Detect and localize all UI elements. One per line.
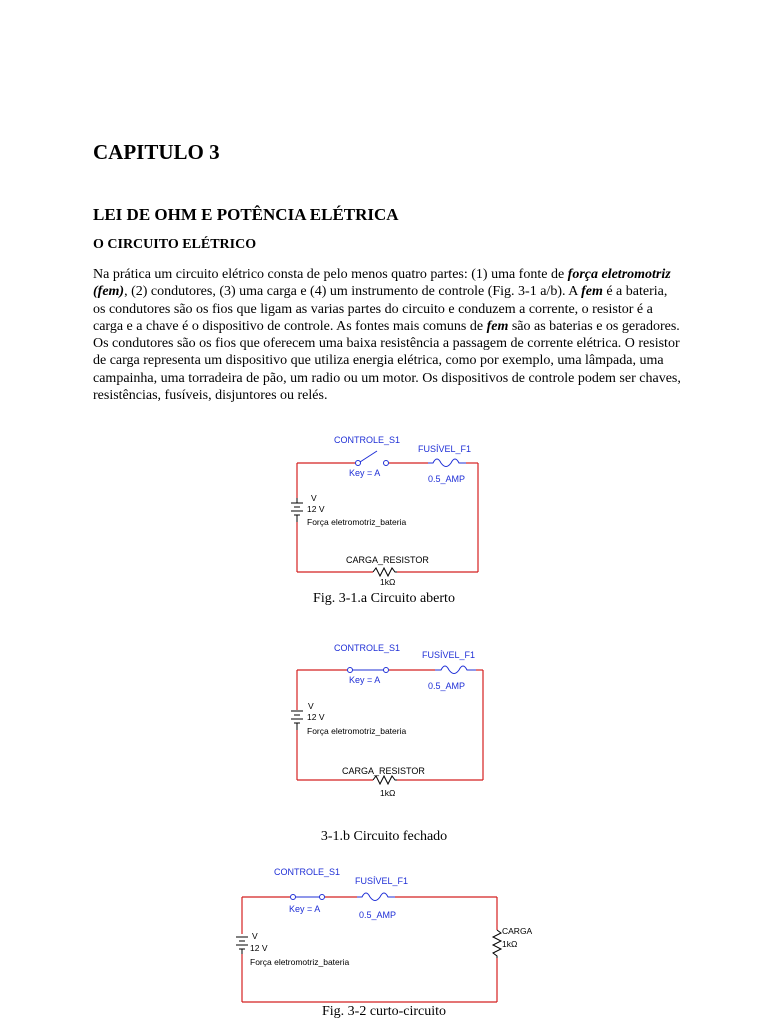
battery-icon [291, 711, 303, 730]
emphasis-fem: fem [486, 318, 509, 334]
load-label: CARGA_RESISTOR [342, 766, 425, 776]
figure-caption: 3-1.b Circuito fechado [320, 829, 448, 844]
chapter-title: CAPITULO 3 [93, 140, 220, 164]
battery-symbol: V [311, 493, 317, 503]
section-title: LEI DE OHM E POTÊNCIA ELÉTRICA [93, 205, 399, 224]
key-label: Key = A [349, 468, 381, 478]
battery-label: Força eletromotriz_bateria [250, 957, 350, 967]
load-label: CARGA [502, 926, 533, 936]
battery-voltage: 12 V [307, 504, 325, 514]
fuse-rating: 0.5_AMP [428, 681, 466, 691]
battery-symbol: V [308, 701, 314, 711]
subsection-title: O CIRCUITO ELÉTRICO [93, 237, 257, 252]
paragraph-text: é a bateria, os condutores são os fios que ligam as varias partes do circuito e conduzem a corrente, o resistor é a carga e a chave é o dispositivo de controle. As fontes mais comuns de [93, 284, 668, 334]
fuse-rating: 0.5_AMP [359, 910, 397, 920]
fuse-rating: 0.5_AMP [428, 474, 466, 484]
emphasis-fem: fem [581, 284, 603, 300]
fuse-label: FUSÍVEL_F1 [418, 444, 472, 454]
fuse-label: FUSÍVEL_F1 [422, 650, 476, 660]
load-value: 1kΩ [380, 788, 396, 798]
battery-icon [236, 937, 248, 954]
load-value: 1kΩ [502, 939, 518, 949]
battery-symbol: V [252, 931, 258, 941]
paragraph-text: , (2) condutores, (3) uma carga e (4) um instrumento de controle (Fig. 3-1 a/b). A [124, 284, 582, 300]
circuit-diagram-closed [280, 638, 500, 800]
switch-closed-icon [291, 895, 325, 900]
figure-caption: Fig. 3-1.a Circuito aberto [313, 591, 455, 606]
fuse-icon [428, 459, 466, 467]
paragraph-text: são as baterias e os geradores. Os condutores são os fios que oferecem uma baixa resistência a passagem de corrente elétrica. O resistor de carga representa um dispositivo que utiliza energia elétrica, como por exemplo, uma lâmpada, uma campainha, uma torradeira de pão, um radio ou um motor. Os dispositivos de controle podem ser chaves, resistências, fusíveis, disjuntores ou relés. [93, 318, 681, 404]
load-value: 1kΩ [380, 577, 396, 587]
resistor-icon [373, 568, 397, 576]
battery-icon [291, 498, 303, 522]
fuse-label: FUSÍVEL_F1 [355, 876, 409, 886]
battery-label: Força eletromotriz_bateria [307, 726, 407, 736]
battery-label: Força eletromotriz_bateria [307, 517, 407, 527]
emphasis-fem-full: força eletromotriz (fem) [93, 267, 671, 300]
battery-voltage: 12 V [250, 943, 268, 953]
circuit-diagram-short [225, 862, 545, 1007]
switch-label: CONTROLE_S1 [274, 867, 341, 877]
switch-open-icon [356, 451, 389, 466]
paragraph-text: Na prática um circuito elétrico consta de pelo menos quatro partes: (1) uma fonte de [93, 267, 568, 282]
key-label: Key = A [289, 904, 321, 914]
body-paragraph [93, 266, 683, 404]
resistor-icon [493, 930, 501, 958]
resistor-icon [373, 776, 397, 784]
load-label: CARGA_RESISTOR [346, 555, 429, 565]
battery-voltage: 12 V [307, 712, 325, 722]
fuse-icon [435, 666, 476, 674]
figure-caption: Fig. 3-2 curto-circuito [321, 1004, 447, 1019]
switch-label: CONTROLE_S1 [334, 643, 401, 653]
switch-label: CONTROLE_S1 [334, 435, 401, 445]
circuit-diagram-open [280, 430, 500, 588]
fuse-icon [357, 893, 395, 901]
key-label: Key = A [349, 675, 381, 685]
switch-closed-icon [348, 668, 389, 673]
